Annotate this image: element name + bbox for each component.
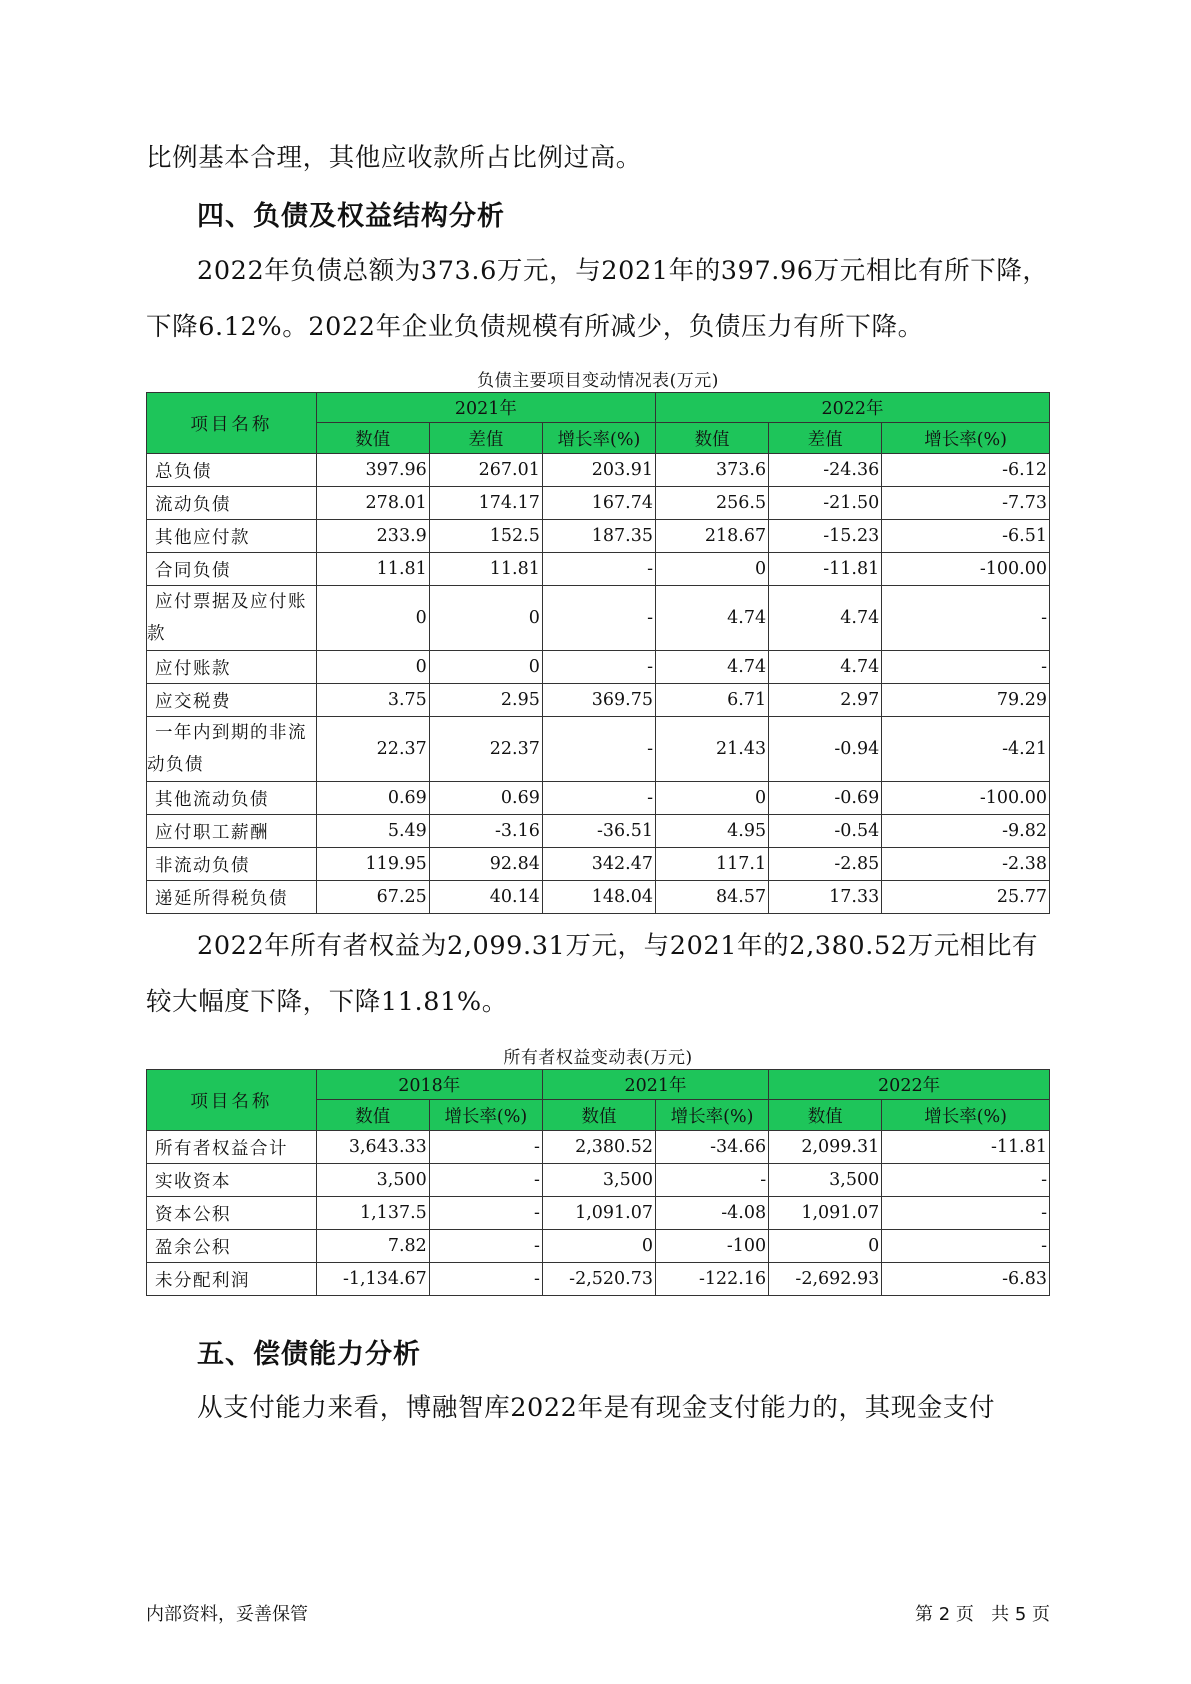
table-cell: - bbox=[429, 1230, 542, 1263]
item-name-header: 项目名称 bbox=[147, 1070, 317, 1131]
table-cell: - bbox=[656, 1164, 769, 1197]
year-header: 2021年 bbox=[316, 393, 655, 423]
row-label: 未分配利润 bbox=[147, 1263, 317, 1296]
table-cell: -6.83 bbox=[882, 1263, 1050, 1296]
table-cell: -1,134.67 bbox=[316, 1263, 429, 1296]
row-label: 应交税费 bbox=[147, 684, 317, 717]
table-cell: 4.74 bbox=[769, 651, 882, 684]
table-cell: 2.97 bbox=[769, 684, 882, 717]
table-cell: 11.81 bbox=[316, 553, 429, 586]
table-cell: 2.95 bbox=[429, 684, 542, 717]
table-cell: 21.43 bbox=[656, 717, 769, 782]
row-label: 其他应付款 bbox=[147, 520, 317, 553]
row-label: 一年内到期的非流动负债 bbox=[147, 717, 317, 782]
table-cell: 233.9 bbox=[316, 520, 429, 553]
table-cell: -100 bbox=[656, 1230, 769, 1263]
table-cell: -4.08 bbox=[656, 1197, 769, 1230]
table-cell: 256.5 bbox=[656, 487, 769, 520]
table-cell: 17.33 bbox=[769, 881, 882, 914]
table-cell: 167.74 bbox=[542, 487, 655, 520]
sub-header: 增长率(%) bbox=[429, 1100, 542, 1131]
table-cell: 79.29 bbox=[882, 684, 1050, 717]
sub-header: 数值 bbox=[316, 1100, 429, 1131]
table-cell: 40.14 bbox=[429, 881, 542, 914]
year-header: 2018年 bbox=[316, 1070, 542, 1100]
table-cell: 2,380.52 bbox=[542, 1131, 655, 1164]
sub-header: 差值 bbox=[429, 423, 542, 454]
table-cell: 0 bbox=[429, 586, 542, 651]
table-row bbox=[147, 520, 1050, 553]
sub-header: 数值 bbox=[316, 423, 429, 454]
table-cell: -100.00 bbox=[882, 553, 1050, 586]
row-label: 应付票据及应付账款 bbox=[147, 586, 317, 651]
sub-header: 增长率(%) bbox=[882, 1100, 1050, 1131]
table-cell: - bbox=[542, 717, 655, 782]
table-cell: 3,500 bbox=[769, 1164, 882, 1197]
equity-table-caption: 所有者权益变动表(万元) bbox=[503, 1048, 693, 1068]
table-row bbox=[147, 684, 1050, 717]
sub-header: 数值 bbox=[769, 1100, 882, 1131]
table-cell: 278.01 bbox=[316, 487, 429, 520]
table-cell: 119.95 bbox=[316, 848, 429, 881]
table-cell: - bbox=[542, 553, 655, 586]
section5-heading: 五、偿债能力分析 bbox=[197, 1339, 421, 1370]
row-label: 盈余公积 bbox=[147, 1230, 317, 1263]
table-cell: 67.25 bbox=[316, 881, 429, 914]
section4-paragraph2: 2022年所有者权益为2,099.31万元，与2021年的2,380.52万元相比有较大幅度下降，下降11.81%。 bbox=[146, 931, 1039, 1017]
table-cell: - bbox=[542, 651, 655, 684]
table-cell: 0 bbox=[542, 1230, 655, 1263]
table-cell: -9.82 bbox=[882, 815, 1050, 848]
table-cell: 117.1 bbox=[656, 848, 769, 881]
row-label: 非流动负债 bbox=[147, 848, 317, 881]
table-cell: -7.73 bbox=[882, 487, 1050, 520]
table-cell: -3.16 bbox=[429, 815, 542, 848]
table-cell: - bbox=[882, 1230, 1050, 1263]
footer-left: 内部资料，妥善保管 bbox=[146, 1604, 308, 1625]
intro-line: 比例基本合理，其他应收款所占比例过高。 bbox=[146, 143, 642, 173]
table-cell: 0 bbox=[316, 586, 429, 651]
table-cell: 0 bbox=[769, 1230, 882, 1263]
row-label: 总负债 bbox=[147, 454, 317, 487]
year-header: 2022年 bbox=[656, 393, 1050, 423]
section5-paragraph1: 从支付能力来看，博融智库2022年是有现金支付能力的，其现金支付 bbox=[197, 1393, 996, 1423]
table-cell: - bbox=[882, 1164, 1050, 1197]
table-cell: - bbox=[882, 651, 1050, 684]
table-cell: -2,692.93 bbox=[769, 1263, 882, 1296]
table-cell: 25.77 bbox=[882, 881, 1050, 914]
page-number: 第 2 页 共 5 页 bbox=[915, 1604, 1050, 1625]
table-cell: -6.12 bbox=[882, 454, 1050, 487]
row-label: 应付职工薪酬 bbox=[147, 815, 317, 848]
table-row bbox=[147, 717, 1050, 782]
table-cell: 218.67 bbox=[656, 520, 769, 553]
table-cell: -4.21 bbox=[882, 717, 1050, 782]
table-row bbox=[147, 1164, 1050, 1197]
table-cell: - bbox=[429, 1197, 542, 1230]
table-row bbox=[147, 1263, 1050, 1296]
table-cell: 3,500 bbox=[542, 1164, 655, 1197]
row-label: 实收资本 bbox=[147, 1164, 317, 1197]
table-cell: 6.71 bbox=[656, 684, 769, 717]
table-cell: 4.74 bbox=[656, 651, 769, 684]
table-cell: 92.84 bbox=[429, 848, 542, 881]
table-cell: -6.51 bbox=[882, 520, 1050, 553]
table-cell: -0.69 bbox=[769, 782, 882, 815]
table-cell: 0 bbox=[429, 651, 542, 684]
table-cell: 1,091.07 bbox=[542, 1197, 655, 1230]
table-cell: 11.81 bbox=[429, 553, 542, 586]
table-cell: 3,643.33 bbox=[316, 1131, 429, 1164]
table-cell: 1,137.5 bbox=[316, 1197, 429, 1230]
table-cell: 22.37 bbox=[316, 717, 429, 782]
table-cell: 22.37 bbox=[429, 717, 542, 782]
row-label: 流动负债 bbox=[147, 487, 317, 520]
row-label: 资本公积 bbox=[147, 1197, 317, 1230]
table-cell: 373.6 bbox=[656, 454, 769, 487]
equity-table bbox=[146, 1069, 1050, 1296]
table-row bbox=[147, 651, 1050, 684]
table-cell: - bbox=[882, 1197, 1050, 1230]
table-cell: 4.74 bbox=[656, 586, 769, 651]
table-cell: -11.81 bbox=[769, 553, 882, 586]
table-cell: - bbox=[429, 1131, 542, 1164]
sub-header: 增长率(%) bbox=[542, 423, 655, 454]
row-label: 其他流动负债 bbox=[147, 782, 317, 815]
table-row bbox=[147, 848, 1050, 881]
table-cell: 3.75 bbox=[316, 684, 429, 717]
table-cell: -2,520.73 bbox=[542, 1263, 655, 1296]
table-row bbox=[147, 1230, 1050, 1263]
sub-header: 增长率(%) bbox=[656, 1100, 769, 1131]
table-cell: -36.51 bbox=[542, 815, 655, 848]
table-row bbox=[147, 586, 1050, 651]
year-header: 2022年 bbox=[769, 1070, 1050, 1100]
row-label: 所有者权益合计 bbox=[147, 1131, 317, 1164]
table-cell: - bbox=[542, 586, 655, 651]
table-row bbox=[147, 1197, 1050, 1230]
table-cell: 342.47 bbox=[542, 848, 655, 881]
table-cell: - bbox=[542, 782, 655, 815]
sub-header: 增长率(%) bbox=[882, 423, 1050, 454]
table-cell: 203.91 bbox=[542, 454, 655, 487]
table-row bbox=[147, 454, 1050, 487]
table-row bbox=[147, 487, 1050, 520]
table-cell: -24.36 bbox=[769, 454, 882, 487]
table-row bbox=[147, 1131, 1050, 1164]
table-cell: 267.01 bbox=[429, 454, 542, 487]
sub-header: 数值 bbox=[542, 1100, 655, 1131]
table-cell: 369.75 bbox=[542, 684, 655, 717]
table-cell: 4.95 bbox=[656, 815, 769, 848]
table-cell: 4.74 bbox=[769, 586, 882, 651]
table-row bbox=[147, 553, 1050, 586]
table-row bbox=[147, 815, 1050, 848]
table-cell: 174.17 bbox=[429, 487, 542, 520]
table-cell: 152.5 bbox=[429, 520, 542, 553]
table-cell: - bbox=[429, 1263, 542, 1296]
table-cell: 148.04 bbox=[542, 881, 655, 914]
table-cell: 84.57 bbox=[656, 881, 769, 914]
table-cell: -0.94 bbox=[769, 717, 882, 782]
table-cell: 0 bbox=[316, 651, 429, 684]
table-cell: 1,091.07 bbox=[769, 1197, 882, 1230]
section4-heading: 四、负债及权益结构分析 bbox=[197, 201, 505, 232]
table-cell: -100.00 bbox=[882, 782, 1050, 815]
row-label: 应付账款 bbox=[147, 651, 317, 684]
table-cell: 0 bbox=[656, 553, 769, 586]
table-row bbox=[147, 782, 1050, 815]
row-label: 合同负债 bbox=[147, 553, 317, 586]
table-row bbox=[147, 881, 1050, 914]
table-cell: -2.38 bbox=[882, 848, 1050, 881]
liability-table bbox=[146, 392, 1050, 914]
table-cell: -21.50 bbox=[769, 487, 882, 520]
table-cell: - bbox=[882, 586, 1050, 651]
table-cell: 7.82 bbox=[316, 1230, 429, 1263]
table-cell: 0 bbox=[656, 782, 769, 815]
sub-header: 差值 bbox=[769, 423, 882, 454]
table-cell: 187.35 bbox=[542, 520, 655, 553]
year-header: 2021年 bbox=[542, 1070, 768, 1100]
row-label: 递延所得税负债 bbox=[147, 881, 317, 914]
table-cell: -122.16 bbox=[656, 1263, 769, 1296]
table-cell: 3,500 bbox=[316, 1164, 429, 1197]
table-cell: 0.69 bbox=[316, 782, 429, 815]
table-cell: -15.23 bbox=[769, 520, 882, 553]
section4-paragraph1: 2022年负债总额为373.6万元，与2021年的397.96万元相比有所下降，下降6.12%。2022年企业负债规模有所减少，负债压力有所下降。 bbox=[146, 256, 1049, 342]
table-cell: - bbox=[429, 1164, 542, 1197]
table-cell: 2,099.31 bbox=[769, 1131, 882, 1164]
table-cell: -0.54 bbox=[769, 815, 882, 848]
table-cell: -2.85 bbox=[769, 848, 882, 881]
liability-table-caption: 负债主要项目变动情况表(万元) bbox=[477, 371, 719, 391]
sub-header: 数值 bbox=[656, 423, 769, 454]
table-cell: 5.49 bbox=[316, 815, 429, 848]
table-cell: -34.66 bbox=[656, 1131, 769, 1164]
item-name-header: 项目名称 bbox=[147, 393, 317, 454]
table-cell: -11.81 bbox=[882, 1131, 1050, 1164]
table-cell: 0.69 bbox=[429, 782, 542, 815]
table-cell: 397.96 bbox=[316, 454, 429, 487]
